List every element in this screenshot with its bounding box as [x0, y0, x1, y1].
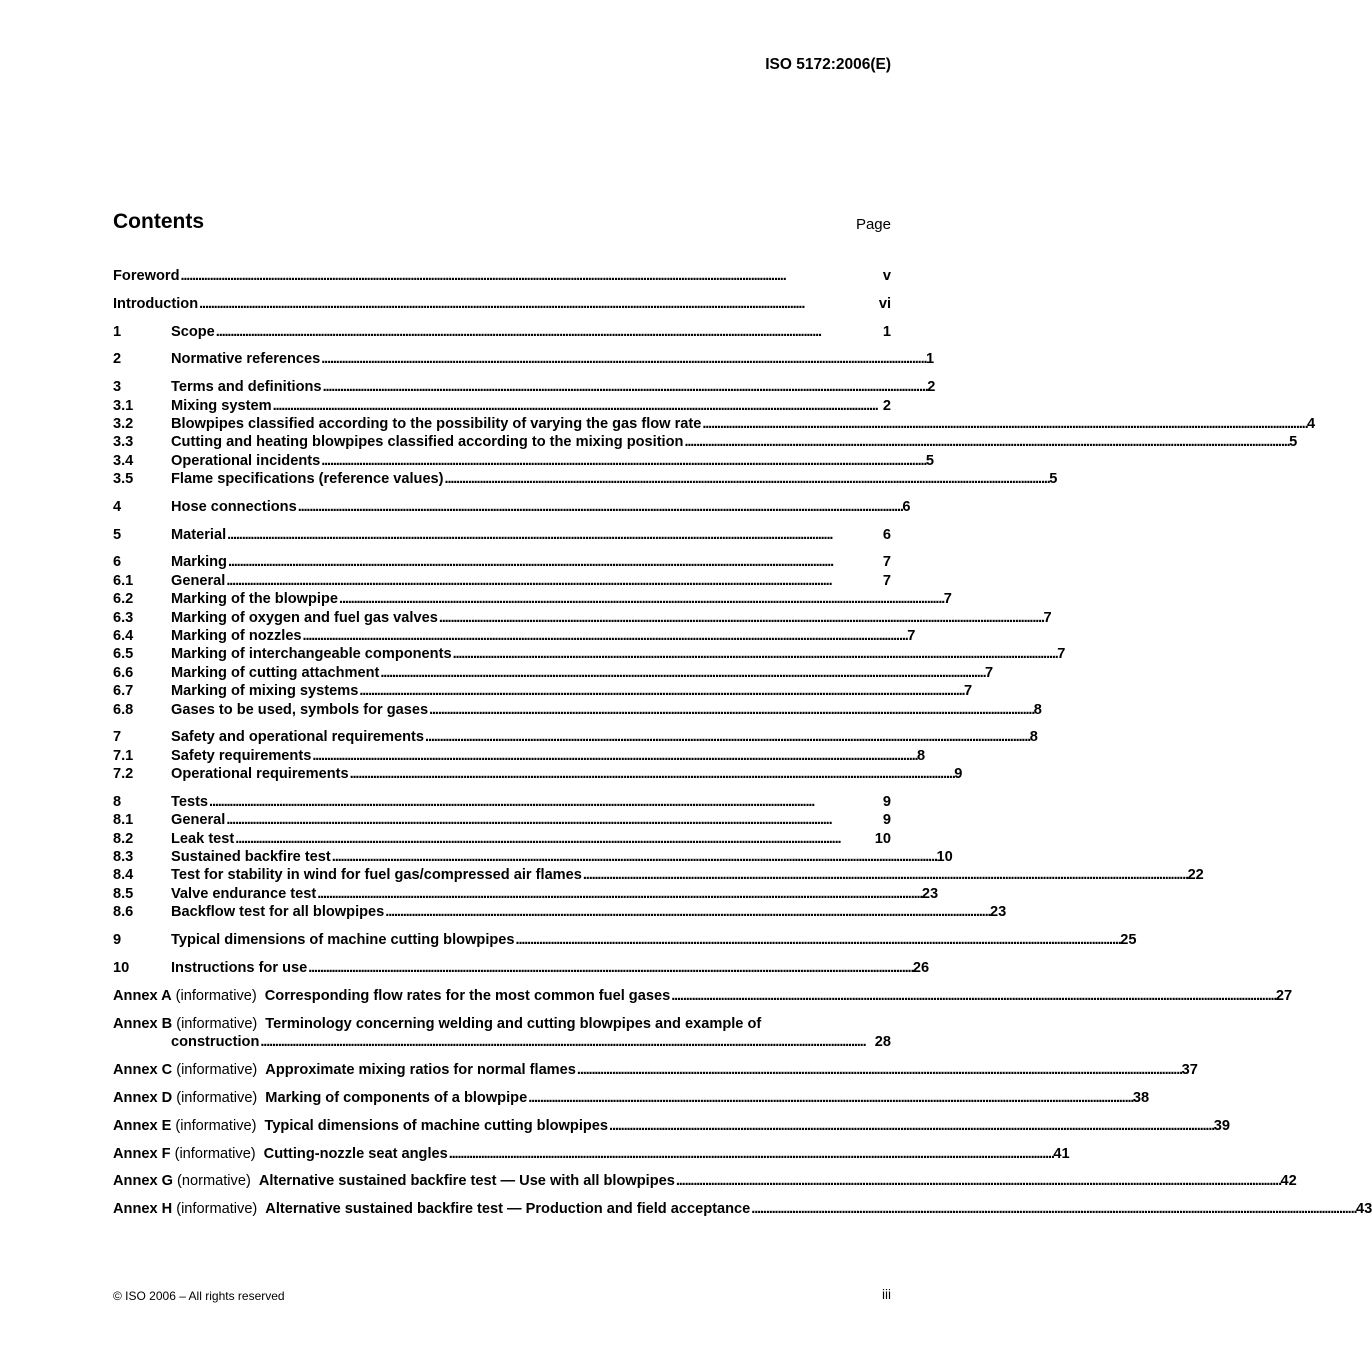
- contents-heading: Contents: [113, 210, 204, 233]
- dot-leader: [308, 960, 912, 976]
- toc-entry[interactable]: [113, 452, 935, 471]
- toc-entry-page: 5: [1049, 471, 1058, 488]
- annex-title: Terminology concerning welding and cutting blowpipes and example of: [265, 1015, 762, 1032]
- annex-page: 43: [1355, 1201, 1372, 1218]
- toc-entry[interactable]: [113, 398, 891, 416]
- dot-leader: [332, 849, 936, 865]
- annex-label: Annex D: [113, 1089, 173, 1106]
- dot-leader: [684, 434, 1288, 450]
- toc-entry-title: Normative references: [171, 351, 321, 368]
- toc-entry-page: 1: [925, 351, 935, 368]
- table-of-contents: [113, 268, 1372, 1220]
- toc-entry-page: 23: [921, 885, 939, 902]
- toc-entry-title: Operational requirements: [171, 766, 349, 783]
- toc-entry[interactable]: [113, 683, 973, 701]
- toc-entry-title: Safety requirements: [171, 747, 312, 764]
- dot-leader: [445, 471, 1049, 487]
- toc-annex-entry-continuation[interactable]: [113, 1034, 891, 1052]
- toc-entry-page: v: [882, 268, 891, 284]
- toc-entry[interactable]: [113, 498, 911, 517]
- toc-entry-number: 7.1: [113, 747, 134, 764]
- dot-leader: [209, 794, 882, 810]
- annex-title: Marking of components of a blowpipe: [265, 1089, 528, 1106]
- toc-entry[interactable]: [113, 471, 1058, 489]
- toc-entry-title: Cutting and heating blowpipes classified according to the mixing position: [171, 434, 684, 451]
- toc-entry-number: 3.5: [113, 471, 134, 488]
- toc-annex-entry[interactable]: [113, 1201, 1372, 1219]
- toc-entry-number: 3.3: [113, 434, 134, 451]
- toc-entry-number: 6.8: [113, 701, 134, 718]
- toc-entry-page: 23: [989, 904, 1007, 921]
- toc-entry[interactable]: [113, 296, 891, 314]
- annex-kind: (informative): [175, 987, 257, 1004]
- toc-entry-page: 1: [882, 323, 891, 340]
- toc-entry-title: Instructions for use: [171, 959, 308, 976]
- toc-entry-page: 5: [1289, 434, 1298, 451]
- toc-entry-number: 10: [113, 959, 130, 976]
- annex-title: Corresponding flow rates for the most common fuel gases: [264, 987, 671, 1004]
- toc-entry-title: Tests: [171, 793, 209, 810]
- dot-leader: [303, 628, 907, 644]
- toc-entry[interactable]: [113, 351, 935, 369]
- toc-entry-page: 7: [882, 572, 891, 589]
- toc-entry-title: Blowpipes classified according to the possibility of varying the gas flow rate: [171, 415, 702, 432]
- dot-leader: [180, 268, 881, 284]
- toc-entry-page: 10: [874, 830, 891, 847]
- dot-leader: [671, 988, 1275, 1004]
- dot-leader: [226, 812, 882, 828]
- annex-page: 41: [1053, 1145, 1070, 1162]
- toc-annex-entry[interactable]: [113, 1089, 1150, 1108]
- dot-leader: [216, 324, 882, 340]
- toc-entry[interactable]: [113, 932, 1137, 950]
- toc-entry-page: 7: [943, 591, 952, 608]
- annex-title: Cutting-nozzle seat angles: [263, 1145, 448, 1162]
- toc-entry-page: 7: [907, 627, 916, 644]
- toc-entry-title: Foreword: [113, 268, 180, 284]
- dot-leader: [339, 591, 943, 607]
- toc-entry-page: 2: [927, 379, 936, 396]
- toc-entry-title: Marking of mixing systems: [171, 683, 359, 700]
- toc-entry-number: 6.1: [113, 572, 134, 589]
- toc-entry-title: Introduction: [113, 295, 199, 312]
- annex-page: 38: [1132, 1089, 1150, 1106]
- dot-leader: [609, 1118, 1213, 1134]
- dot-leader: [380, 665, 984, 681]
- toc-entry-number: 3: [113, 379, 122, 396]
- toc-entry-page: 6: [902, 498, 911, 515]
- toc-entry-title: Valve endurance test: [171, 885, 317, 902]
- toc-entry-title: Terms and definitions: [171, 379, 322, 396]
- toc-entry[interactable]: [113, 527, 891, 545]
- toc-entry[interactable]: [113, 324, 891, 342]
- dot-leader: [676, 1173, 1280, 1189]
- toc-entry[interactable]: [113, 434, 1298, 452]
- toc-entry-page: 7: [964, 683, 973, 700]
- toc-entry-page: 8: [1029, 729, 1038, 746]
- dot-leader: [199, 296, 878, 312]
- toc-entry-number: 3.4: [113, 452, 134, 469]
- toc-entry[interactable]: [113, 554, 891, 572]
- annex-kind: (informative): [176, 1201, 258, 1218]
- toc-entry-page: 26: [912, 959, 930, 976]
- toc-entry-title: Mixing system: [171, 397, 272, 414]
- dot-leader: [453, 646, 1057, 662]
- toc-entry[interactable]: [113, 849, 953, 867]
- dot-leader: [702, 416, 1306, 432]
- dot-leader: [449, 1146, 1053, 1162]
- toc-entry-number: 6.4: [113, 627, 134, 644]
- toc-entry[interactable]: [113, 379, 936, 397]
- toc-entry-title: Operational incidents: [171, 452, 321, 469]
- annex-page: 27: [1275, 987, 1293, 1004]
- annex-kind: (normative): [177, 1173, 251, 1190]
- toc-entry-title: Flame specifications (reference values): [171, 471, 444, 488]
- toc-entry-number: 8: [113, 793, 122, 810]
- dot-leader: [226, 573, 882, 589]
- copyright-notice: © ISO 2006 – All rights reserved: [113, 1289, 285, 1303]
- toc-entry-page: 7: [1057, 646, 1066, 663]
- toc-entry-title: Marking of cutting attachment: [171, 664, 380, 681]
- toc-entry-title: General: [171, 572, 226, 589]
- toc-entry-number: 8.3: [113, 849, 134, 866]
- toc-entry[interactable]: [113, 591, 952, 609]
- toc-entry-page: 5: [925, 452, 935, 469]
- toc-entry-title: Leak test: [171, 830, 235, 847]
- toc-entry[interactable]: [113, 794, 891, 812]
- annex-kind: (informative): [176, 1015, 258, 1032]
- toc-entry-title: Sustained backfire test: [171, 849, 331, 866]
- dot-leader: [577, 1062, 1181, 1078]
- toc-entry[interactable]: [113, 904, 1007, 922]
- toc-entry[interactable]: [113, 867, 1204, 885]
- toc-entry[interactable]: [113, 268, 891, 286]
- toc-entry-page: 9: [882, 812, 891, 829]
- dot-leader: [228, 554, 882, 570]
- annex-kind: (informative): [176, 1089, 258, 1106]
- document-id: ISO 5172:2006(E): [765, 56, 891, 73]
- toc-entry[interactable]: [113, 812, 891, 830]
- toc-entry-number: 4: [113, 498, 122, 515]
- toc-entry-title: Marking: [171, 554, 227, 571]
- annex-title: Typical dimensions of machine cutting blowpipes: [264, 1117, 609, 1134]
- toc-annex-entry[interactable]: [113, 1061, 1198, 1080]
- toc-entry[interactable]: [113, 646, 1066, 664]
- annex-page: 39: [1213, 1117, 1230, 1134]
- toc-annex-entry[interactable]: [113, 987, 1293, 1006]
- dot-leader: [273, 398, 882, 414]
- annex-page: 28: [874, 1033, 891, 1050]
- toc-entry[interactable]: [113, 885, 939, 904]
- toc-entry-number: 6.5: [113, 646, 134, 663]
- annex-page: 42: [1280, 1173, 1297, 1190]
- toc-entry-number: 8.5: [113, 885, 134, 902]
- toc-entry[interactable]: [113, 627, 916, 646]
- toc-entry-number: 8.2: [113, 830, 134, 847]
- dot-leader: [321, 453, 925, 469]
- toc-entry-page: 7: [1043, 609, 1052, 626]
- toc-entry-title: Material: [171, 526, 227, 543]
- dot-leader: [528, 1090, 1132, 1106]
- toc-entry[interactable]: [113, 959, 930, 978]
- dot-leader: [227, 527, 882, 543]
- toc-entry-number: 7: [113, 729, 122, 746]
- toc-entry[interactable]: [113, 747, 926, 766]
- toc-entry-number: 3.2: [113, 415, 134, 432]
- toc-entry-title: Marking of nozzles: [171, 627, 302, 644]
- annex-page: 37: [1181, 1061, 1198, 1078]
- toc-entry-title: Backflow test for all blowpipes: [171, 904, 385, 921]
- annex-label: Annex G: [113, 1173, 174, 1190]
- toc-entry-title: Marking of oxygen and fuel gas valves: [171, 609, 438, 626]
- toc-entry-number: 6: [113, 554, 122, 571]
- toc-entry-number: 7.2: [113, 766, 134, 783]
- annex-label: Annex C: [113, 1061, 173, 1078]
- toc-entry[interactable]: [113, 609, 1052, 628]
- annex-label: Annex E: [113, 1117, 172, 1134]
- toc-entry[interactable]: [113, 415, 1316, 434]
- footer-page-number: iii: [882, 1287, 891, 1302]
- toc-entry-number: 9: [113, 932, 122, 949]
- dot-leader: [312, 748, 916, 764]
- toc-entry-page: 6: [882, 526, 891, 543]
- dot-leader: [751, 1201, 1355, 1217]
- toc-entry[interactable]: [113, 701, 1042, 720]
- annex-kind: (informative): [174, 1145, 256, 1162]
- toc-entry-title: Gases to be used, symbols for gases: [171, 701, 429, 718]
- toc-entry-title: Test for stability in wind for fuel gas/compressed air flames: [171, 867, 582, 884]
- toc-entry-page: 2: [882, 397, 891, 414]
- annex-label: Annex H: [113, 1201, 173, 1218]
- toc-entry[interactable]: [113, 573, 891, 591]
- toc-entry-number: 6.2: [113, 591, 134, 608]
- annex-title: Alternative sustained backfire test — Production and field acceptance: [265, 1201, 751, 1218]
- toc-entry[interactable]: [113, 664, 994, 683]
- toc-entry-title: Typical dimensions of machine cutting blowpipes: [171, 932, 515, 949]
- toc-entry-number: 6.7: [113, 683, 134, 700]
- annex-label: Annex F: [113, 1145, 171, 1162]
- toc-annex-entry[interactable]: [113, 1173, 1297, 1191]
- annex-title: Alternative sustained backfire test — Use with all blowpipes: [258, 1173, 675, 1190]
- toc-entry-title: Safety and operational requirements: [171, 729, 425, 746]
- toc-entry-title: Marking of the blowpipe: [171, 591, 339, 608]
- toc-entry-page: 8: [917, 747, 926, 764]
- toc-entry-page: 25: [1120, 932, 1137, 949]
- dot-leader: [439, 610, 1043, 626]
- toc-entry[interactable]: [113, 766, 963, 784]
- toc-entry-page: 8: [1033, 701, 1042, 718]
- toc-entry-page: 22: [1187, 867, 1204, 884]
- toc-entry-number: 3.1: [113, 397, 134, 414]
- dot-leader: [583, 867, 1187, 883]
- annex-label: Annex B: [113, 1015, 173, 1032]
- toc-entry-title: Scope: [171, 323, 215, 340]
- dot-leader: [516, 932, 1120, 948]
- dot-leader: [385, 904, 989, 920]
- annex-label: Annex A: [113, 987, 172, 1004]
- toc-entry-page: vi: [878, 295, 891, 312]
- annex-kind: (informative): [175, 1117, 257, 1134]
- dot-leader: [323, 379, 927, 395]
- dot-leader: [260, 1034, 873, 1050]
- toc-entry-page: 10: [936, 849, 953, 866]
- toc-annex-entry[interactable]: [113, 1016, 891, 1034]
- toc-entry-number: 8.4: [113, 867, 134, 884]
- toc-entry-title: Marking of interchangeable components: [171, 646, 452, 663]
- toc-entry-number: 6.3: [113, 609, 134, 626]
- toc-entry-page: 9: [882, 793, 891, 810]
- dot-leader: [429, 702, 1033, 718]
- annex-title-continuation: construction: [171, 1033, 260, 1050]
- toc-entry-page: 7: [985, 664, 994, 681]
- toc-entry-number: 8.1: [113, 812, 134, 829]
- dot-leader: [298, 499, 902, 515]
- page-column-label: Page: [855, 216, 891, 233]
- toc-entry-title: Hose connections: [171, 498, 297, 515]
- toc-entry-number: 6.6: [113, 664, 134, 681]
- toc-entry-number: 2: [113, 351, 122, 368]
- toc-entry[interactable]: [113, 831, 891, 849]
- dot-leader: [425, 729, 1029, 745]
- toc-annex-entry[interactable]: [113, 1117, 1230, 1136]
- toc-annex-entry[interactable]: [113, 1145, 1070, 1164]
- toc-entry-number: 1: [113, 323, 122, 340]
- annex-title: Approximate mixing ratios for normal flames: [265, 1061, 576, 1078]
- dot-leader: [321, 351, 925, 367]
- toc-entry-number: 5: [113, 526, 122, 543]
- toc-entry-number: 8.6: [113, 904, 134, 921]
- dot-leader: [235, 831, 873, 847]
- toc-entry-page: 4: [1307, 415, 1316, 432]
- toc-entry-page: 9: [954, 766, 963, 783]
- dot-leader: [317, 886, 921, 902]
- toc-entry[interactable]: [113, 729, 1038, 747]
- toc-entry-title: General: [171, 812, 226, 829]
- toc-entry-page: 7: [882, 554, 891, 571]
- annex-kind: (informative): [176, 1061, 258, 1078]
- dot-leader: [350, 766, 954, 782]
- dot-leader: [359, 683, 963, 699]
